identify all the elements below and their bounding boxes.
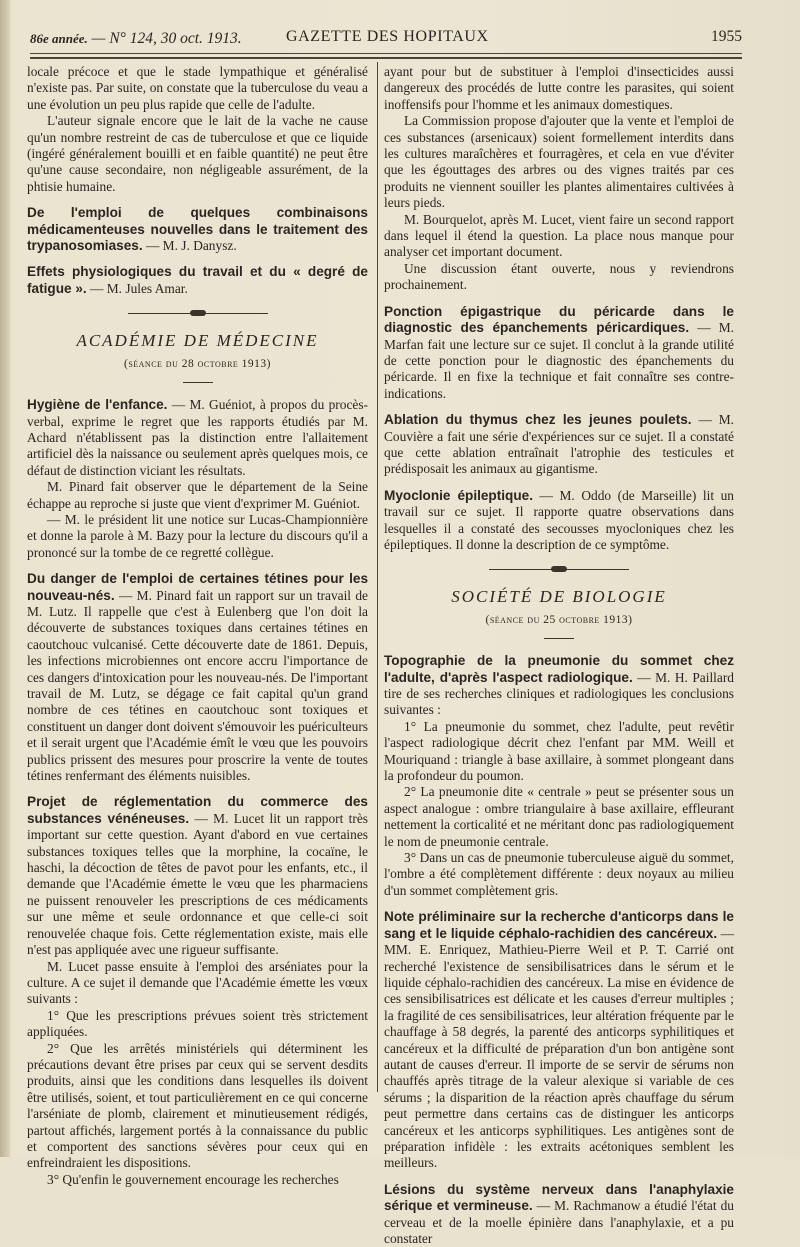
column-divider [377, 62, 378, 1092]
article-title: Ponction épigastrique du péricarde dans le diagnostic des épanchements péricardiques. [384, 303, 734, 336]
paragraph: 2° Que les arrêtés ministériels qui déterminent les précautions devant être prises par ceux qui se servent desdits produits, ainsi que les conditions dans lesquelles ils doivent être utilisés, soient, et tout particulièrement en ce qui concerne l'arséniate de plomb, clairement et minutieusement rédigés, partout affichés, largement portés à la connaissance du public et comportent des sanctions sévères pour ceux qui en enfreindraient les dispositions. [27, 1040, 368, 1171]
issue-info [30, 30, 242, 48]
paragraph: La Commission propose d'ajouter que la vente et l'emploi de ces substances (arsenicaux) soient formellement interdits dans les cultures maraîchères et fourragères, et cela en vue d'éviter que les égouttages des arbres ou des vignes traités par ces produits ne viennent souiller les plantes alimentaires cultivées à leurs pieds. [384, 113, 734, 211]
paragraph: 1° La pneumonie du sommet, chez l'adulte, peut revêtir l'aspect radiologique décrit chez l'enfant par MM. Weill et Mouriquand : triangle à base axillaire, à sommet plongeant dans la profondeur du poumon. [384, 718, 734, 784]
article-title: De l'emploi de quelques combinaisons médicamenteuses nouvelles dans le traitement des trypanosomiases. [27, 205, 368, 254]
article-thymus [384, 412, 734, 478]
article-title: Hygiène de l'enfance. [27, 397, 168, 413]
article-title: Effets physiologiques du travail et du « degré de fatigue ». [27, 264, 368, 296]
article-title: Projet de réglementation du commerce des substances vénéneuses. [27, 794, 368, 826]
header-rule [30, 53, 742, 54]
article-myoclonie [384, 488, 734, 554]
article-body: — M. Guéniot, à propos du procès-verbal, exprime le regret que les rapports étudiés par M. Achard n'établissent pas la distinction entre l'allaitement artificiel dès la naissance ou seulement après quelques mois, ce défaut de distinction viciant les résultats. [27, 397, 368, 478]
article-body: — M. Couvière a fait une série d'expériences sur ce sujet. Il a constaté que cette ablation entraînait l'atrophie des testicules et prédisposait les animaux au gigantisme. [384, 412, 734, 477]
article-body: — M. Rachmanow a étudié l'état du cerveau et de la moelle épinière dans l'anaphylaxie, et a pu constater [384, 1198, 734, 1246]
article-anticorps [384, 909, 734, 1172]
article-body: — M. Pinard fait un rapport sur un travail de M. Lutz. Il rappelle que c'est à Eulenberg que l'on doit la découverte de substances toxiques dans certaines tétines en caoutchouc vulcanisé. Cette découverte date de 1861. Depuis, les infections microbiennes ont encore accru l'importance de ces dangers d'intoxication pour les nouveau-nés. De l'important travail de M. Lutz, se dégage ce fait capital qu'un grand nombre de ces tétines en caoutchouc sont toxiques et constituent un danger dont doivent s'émouvoir les puériculteurs et il serait urgent que l'Académie émît le vœu que les pouvoirs publics prissent des mesures pour proscrire la vente de toutes tétines renfermant des éléments nuisibles. [27, 587, 368, 784]
left-column [27, 64, 368, 1188]
paragraph: M. Lucet passe ensuite à l'emploi des arséniates pour la culture. A ce sujet il demande que l'Académie émette les vœux suivants : [27, 958, 368, 1007]
article-ponction [384, 304, 734, 402]
article-body: — M. Oddo (de Marseille) lit un travail sur ce sujet. Il rapporte quatre observations dans lesquelles il a constaté des secousses myocloniques chez les épileptiques. Il donne la description de ce symptôme. [384, 487, 735, 552]
section-ornament [384, 563, 734, 575]
session-date: (séance du 25 octobre 1913) [485, 613, 633, 626]
page-binding-edge [0, 0, 10, 1157]
journal-title: GAZETTE DES HOPITAUX [286, 28, 489, 45]
paragraph: locale précoce et que le stade lympathique et généralisé n'existe pas. Par suite, on constate que la tuberculose du veau a une évolution un peu plus rapide que celle de l'adulte. [27, 64, 368, 112]
issue-number: — N° 124, 30 oct. 1913. [91, 30, 242, 47]
short-rule [183, 382, 213, 383]
article-title: Note préliminaire sur la recherche d'anticorps dans le sang et le liquide céphalo-rachidien des cancéreux. [384, 909, 734, 941]
paragraph: ayant pour but de substituer à l'emploi d'insecticides aussi dangereux des procédés de lutte contre les parasites, qui soient inoffensifs pour l'homme et les animaux domestiques. [384, 64, 734, 112]
paragraph: 1° Que les prescriptions prévues soient très strictement appliquées. [27, 1007, 368, 1040]
article-title: Du danger de l'emploi de certaines tétines pour les nouveau-nés. [27, 571, 368, 603]
session-date: (séance du 28 octobre 1913) [123, 357, 272, 370]
paragraph: Une discussion étant ouverte, nous y reviendrons prochainement. [384, 260, 734, 293]
article-trypanosomiases [27, 205, 368, 254]
article-author: — M. Jules Amar. [86, 280, 188, 296]
article-title: Ablation du thymus chez les jeunes poulets. [384, 412, 692, 428]
section-heading: SOCIÉTÉ DE BIOLOGIE [451, 587, 667, 607]
article-hygiene [27, 397, 368, 561]
paragraph: M. Pinard fait observer que le département de la Seine échappe au reproche si juste que vient d'exprimer M. Guéniot. [27, 479, 368, 511]
paragraph: 3° Dans un cas de pneumonie tuberculeuse aiguë du sommet, l'ombre a été complètement différente : deux noyaux au milieu d'un sommet complètement gris. [384, 850, 734, 898]
article-body: — M. Lucet lit un rapport très important sur cette question. Ayant d'abord en vue certaines substances toxiques telles que la morphine, la cocaïne, le haschi, la décoction de têtes de pavot pour les enfants, etc., il demande que l'Académie émette le vœu que les pharmaciens ne puissent renouveler les prescriptions de ces médicaments sur une même et seule ordonnance et que celle-ci soit renouvelée chaque fois. Cette réglementation existe, mais elle n'est pas appliquée avec une rigueur suffisante. [27, 810, 368, 958]
section-heading: ACADÉMIE DE MÉDECINE [76, 331, 319, 351]
article-tetines [27, 571, 368, 784]
right-column [384, 64, 734, 1247]
paragraph: L'auteur signale encore que le lait de la vache ne cause qu'un nombre restreint de cas de tuberculose et que ce liquide (ingéré généralement bouilli et en faible quantité) ne peut être qu'une cause secondaire, non négligeable assurément, de la phtisie humaine. [27, 113, 368, 194]
article-pneumonie [384, 653, 734, 899]
paragraph: 3° Qu'enfin le gouvernement encourage les recherches [47, 1171, 339, 1187]
paragraph: 2° La pneumonie dite « centrale » peut se présenter sous un aspect analogue : ombre triangulaire à base axillaire, effleurant nettement la corticalité et ne méritant donc pas radiologiquement le nom de pneumonie centrale. [384, 784, 734, 849]
year-label: 86e année. [30, 31, 88, 46]
article-anaphylaxie [384, 1182, 734, 1247]
article-body: — MM. E. Enriquez, Mathieu-Pierre Weil et P. T. Carrié ont recherché l'existence de sensibilisatrices dans le sérum et le liquide céphalo-rachidien des cancéreux. La mise en évidence de ces sensibilisatrices est délicate et les causes d'erreur multiples ; la fragilité de ces sensibilisatrices, leur altération fréquente par le chauffage à 58 degrés, la parenté des anticorps syphilitiques et cancéreux et la difficulté de préparation d'un bon antigène sont autant de causes d'erreur. Il importe de se servir de sérums non chauffés après titrage de la valeur alexique si variable de ces sérums ; la disparition de la réaction après chauffage du sérum peut permettre dans certains cas de distinguer les anticorps cancéreux et les anticorps syphilitiques. Les antigènes sont de préparation infidèle : les extraits acétoniques semblent les meilleurs. [384, 925, 734, 1171]
page-header [30, 28, 742, 50]
paragraph: M. Bourquelot, après M. Lucet, vient faire un second rapport dans lequel il étend la question. La place nous manque pour analyser cet important document. [384, 211, 734, 260]
article-title: Myoclonie épileptique. [384, 487, 533, 503]
section-ornament [27, 307, 368, 319]
header-rule-thick [30, 57, 742, 59]
article-title: Lésions du système nerveux dans l'anaphylaxie sérique et vermineuse. [384, 1181, 734, 1214]
article-fatigue [27, 264, 368, 297]
page-number: 1955 [711, 28, 742, 45]
paragraph: — M. le président lit une notice sur Lucas-Championnière et donne la parole à M. Bazy pour la lecture du discours qu'il a prononcé sur la tombe de ce regretté collègue. [27, 511, 368, 560]
article-author: — M. J. Danysz. [142, 238, 237, 254]
article-venins [27, 794, 368, 1188]
article-body: — M. Marfan fait une lecture sur ce sujet. Il conclut à la grande utilité de cette ponction pour le diagnostic des épanchements du péricarde. Il en fixe la technique et fait connaître ses contre-indications. [384, 320, 734, 401]
article-title: Topographie de la pneumonie du sommet chez l'adulte, d'après l'aspect radiologique. [384, 653, 734, 685]
article-body: — M. H. Paillard tire de ses recherches cliniques et radiologiques les conclusions suivantes : [384, 669, 735, 718]
short-rule [544, 638, 574, 639]
